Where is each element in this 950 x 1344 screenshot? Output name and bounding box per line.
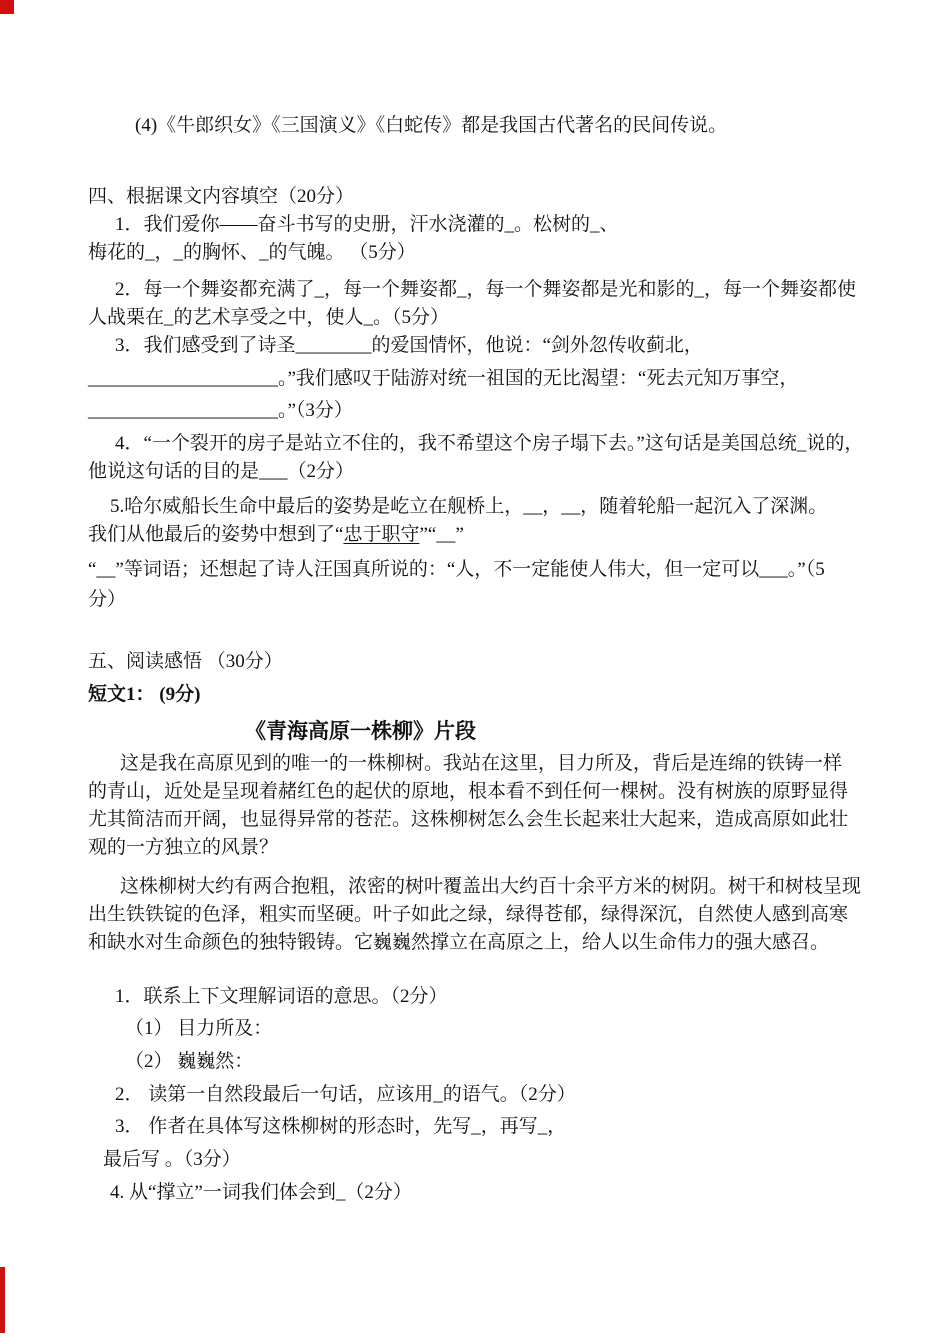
s5-q1-sub1: （1） 目力所及： xyxy=(125,1018,273,1039)
passage-para1-line3: 尤其简洁而开阔，也显得异常的苍茫。这株柳树怎么会生长起来壮大起来，造成高原如此壮 xyxy=(88,809,849,830)
item-4-statement: (4)《牛郎织女》《三国演义》《白蛇传》都是我国古代著名的民间传说。 xyxy=(135,115,728,136)
s5-q1-sub2: （2） 巍巍然： xyxy=(125,1051,254,1072)
passage-para2-line3: 和缺水对生命颜色的独特锻铸。它巍巍然撑立在高原之上，给人以生命伟力的强大感召。 xyxy=(88,932,830,953)
s4-q5-line2-suffix: ”“__” xyxy=(419,524,464,545)
s5-q3-line1: 3． 作者在具体写这株柳树的形态时，先写_，再写_， xyxy=(115,1116,567,1137)
s4-q5-line2 xyxy=(88,521,862,549)
s4-q3-line3: ____________________。”（3分） xyxy=(88,400,353,421)
s4-q4-line2: 他说这句话的目的是___（2分） xyxy=(88,461,355,482)
s4-q2-line1: 2．每一个舞姿都充满了_，每一个舞姿都_，每一个舞姿都是光和影的_，每一个舞姿都使 xyxy=(115,279,857,300)
section4-heading: 四、根据课文内容填空（20分） xyxy=(88,186,355,207)
s4-q3-line1: 3．我们感受到了诗圣________的爱国情怀，他说：“剑外忽传收蓟北， xyxy=(115,335,703,356)
passage-para2-line2: 出生铁铁锭的色泽，粗实而坚硬。叶子如此之绿，绿得苍郁，绿得深沉，自然使人感到高寒 xyxy=(88,904,849,925)
scan-artifact-edge-mark xyxy=(0,1267,5,1333)
s5-q4: 4. 从“撑立”一词我们体会到_（2分） xyxy=(110,1182,412,1203)
s5-q3-line2: 最后写 。（3分） xyxy=(103,1149,241,1170)
s4-q1-line2: 梅花的_，_的胸怀、_的气魄。 （5分） xyxy=(88,242,416,263)
section5-heading: 五、阅读感悟 （30分） xyxy=(88,651,283,672)
s5-q1: 1．联系上下文理解词语的意思。（2分） xyxy=(115,986,448,1007)
s4-q5-line1: 5.哈尔威船长生命中最后的姿势是屹立在舰桥上，__，__，随着轮船一起沉入了深渊。 xyxy=(110,496,828,517)
passage-title: 《青海高原一株柳》片段 xyxy=(245,719,476,743)
scan-artifact-corner-mark xyxy=(0,0,14,14)
passage-para2-line1: 这株柳树大约有两合抱粗，浓密的树叶覆盖出大约百十余平方米的树阴。树干和树枝呈现 xyxy=(120,876,862,897)
s5-q2: 2． 读第一自然段最后一句话，应该用_的语气。（2分） xyxy=(115,1084,576,1105)
s4-q5-line2-underlined-term: 忠于职守 xyxy=(343,524,420,545)
passage-para1-line4: 观的一方独立的风景？ xyxy=(88,837,279,858)
s4-q1-line1: 1．我们爱你——奋斗书写的史册，汗水浇灌的_。松树的_、 xyxy=(115,214,619,235)
s4-q3-line2: ____________________。”我们感叹于陆游对统一祖国的无比渴望：“死去元知万事空， xyxy=(88,368,799,389)
passage-para1-line1: 这是我在高原见到的唯一的一株柳树。我站在这里，目力所及，背后是连绵的铁铸一样 xyxy=(120,753,843,774)
s4-q4-line1: 4．“一个裂开的房子是站立不住的，我不希望这个房子塌下去。”这句话是美国总统_说的， xyxy=(115,433,864,454)
s4-q5-line3: “__”等词语；还想起了诗人汪国真所说的：“人，不一定能使人伟大，但一定可以___。”（5 xyxy=(88,559,825,580)
s4-q2-line2: 人战栗在_的艺术享受之中，使人_。（5分） xyxy=(88,307,450,328)
s4-q5-line2-prefix: 我们从他最后的姿势中想到了“ xyxy=(88,524,344,545)
s4-q5-line4: 分） xyxy=(88,589,127,610)
passage-label: 短文1： (9分) xyxy=(88,684,201,705)
passage-para1-line2: 的青山，近处是呈现着赭红色的起伏的原地，根本看不到任何一棵树。没有树族的原野显得 xyxy=(88,781,849,802)
